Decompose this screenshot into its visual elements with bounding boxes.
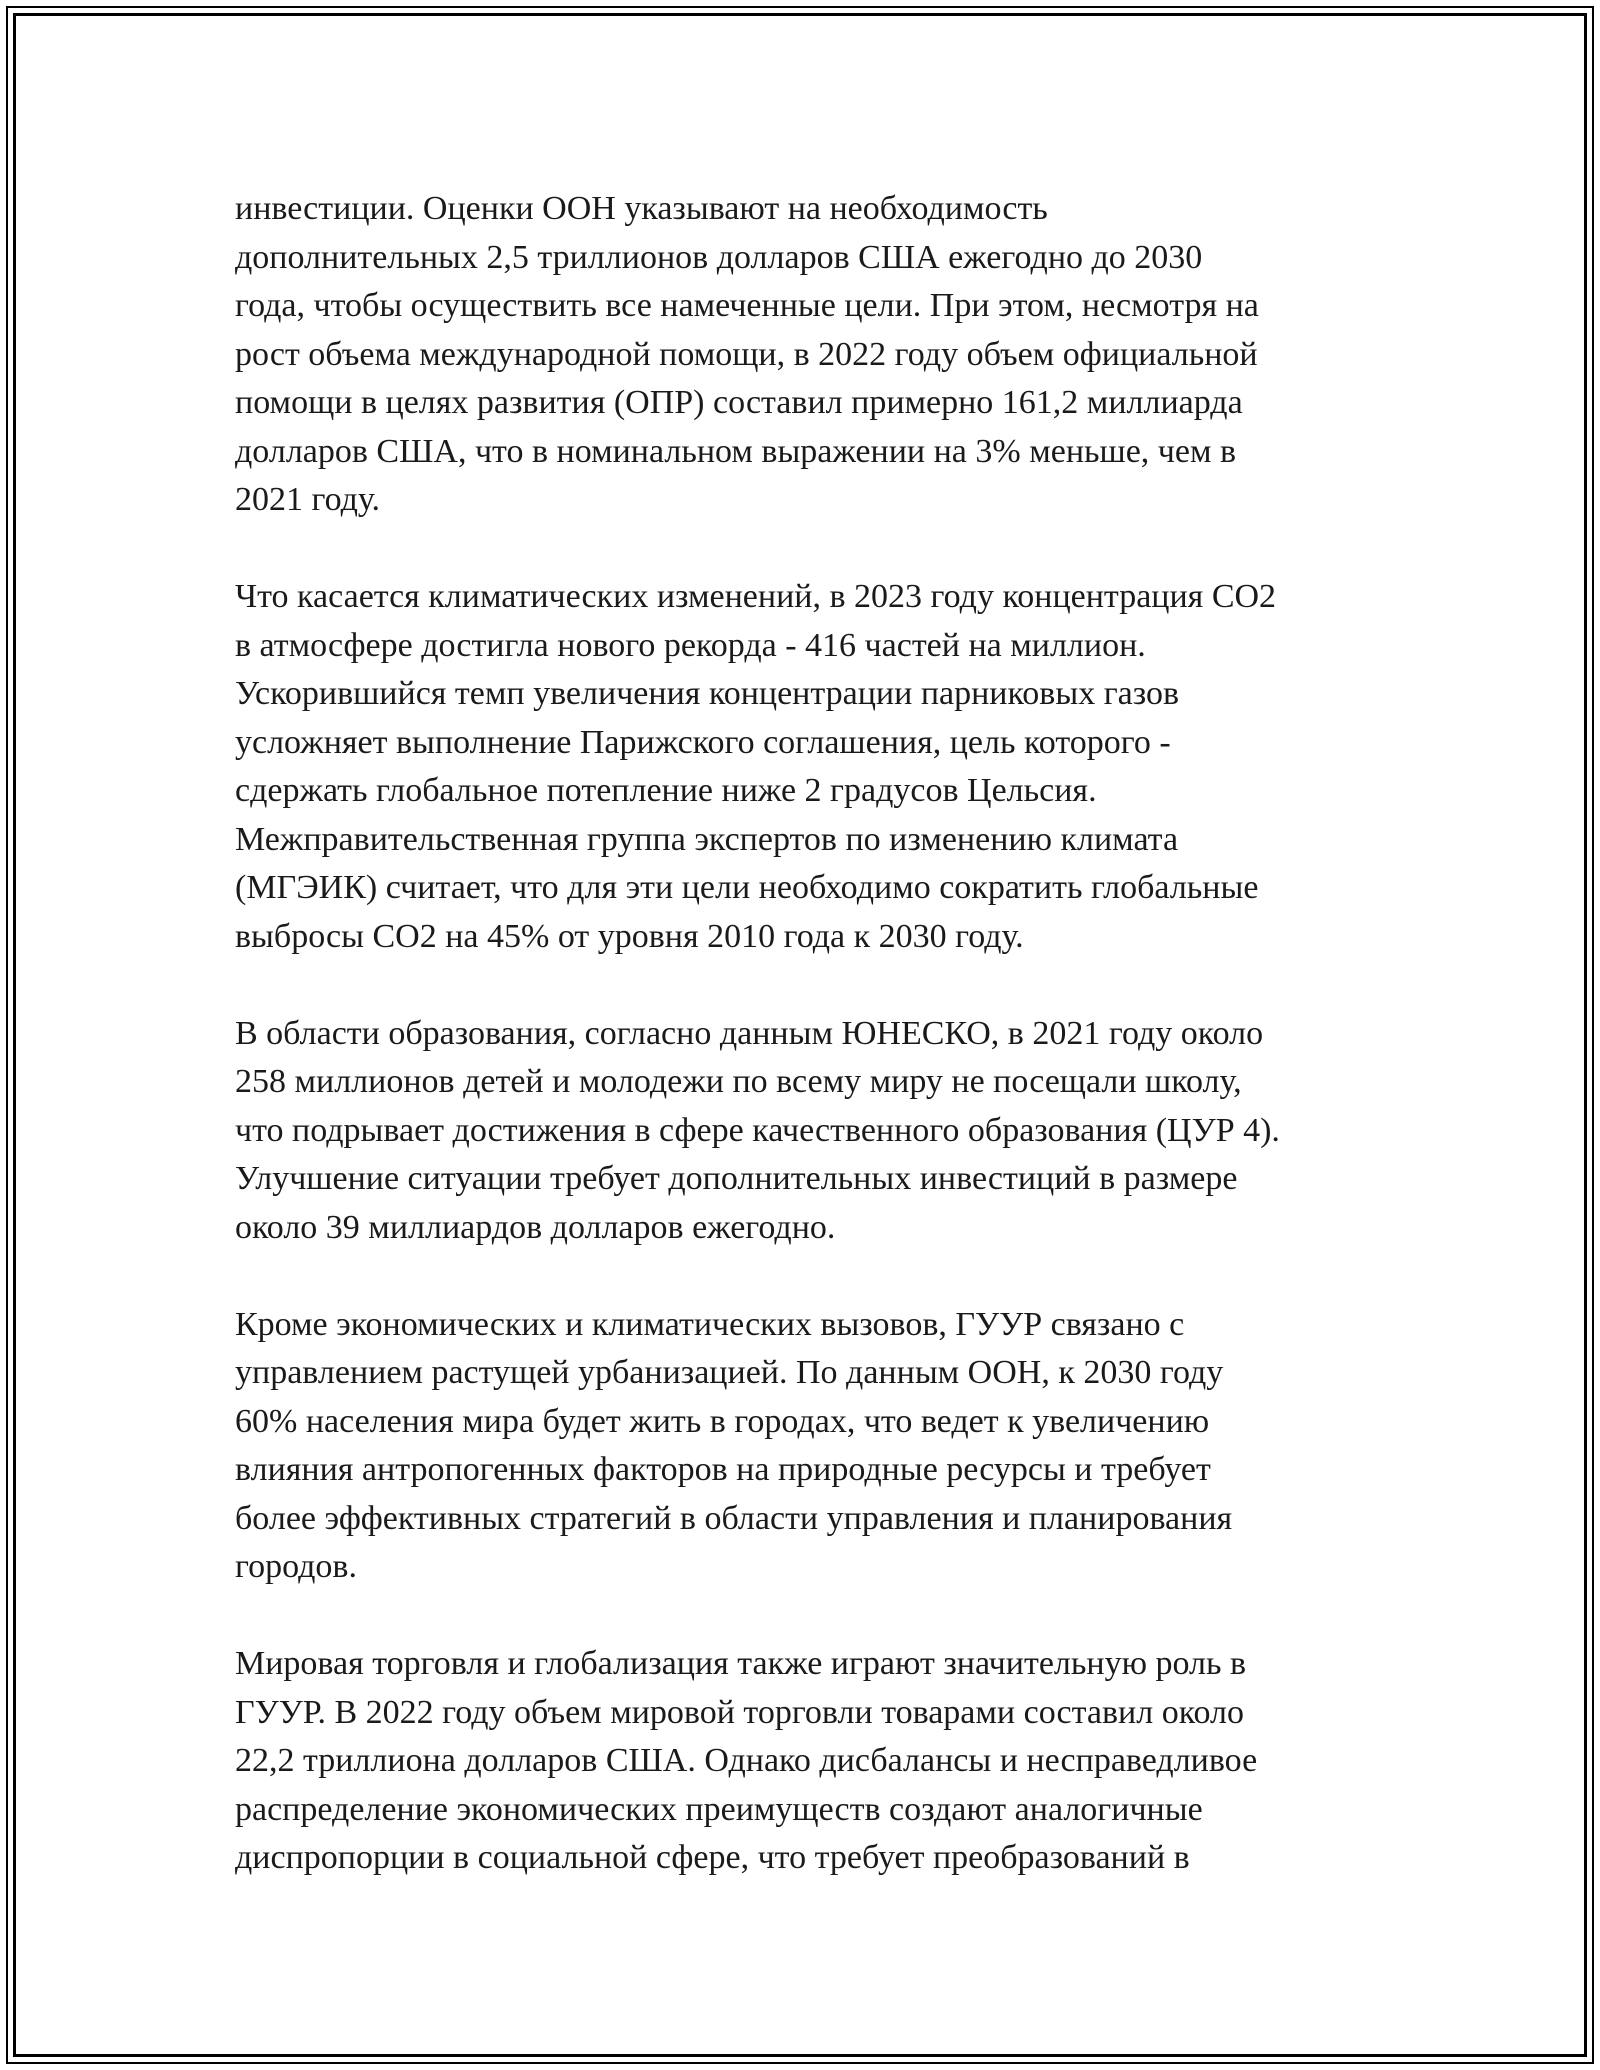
text-line: распределение экономических преимуществ создают аналогичные [235,1790,1203,1828]
text-line: Ускорившийся темп увеличения концентрации парниковых газов [235,675,1180,712]
text-line: дополнительных 2,5 триллионов долларов США ежегодно до 2030 [235,238,1203,276]
text-line: 2021 году. [235,481,381,518]
text-line: управлением растущей урбанизацией. По данным ООН, к 2030 году [235,1354,1224,1391]
text-line: Межправительственная группа экспертов по изменению климата [235,820,1179,858]
text-line: влияния антропогенных факторов на природные ресурсы и требует [235,1451,1211,1488]
text-line: выбросы CO2 на 45% от уровня 2010 года к 2030 году. [235,917,1024,955]
text-line: инвестиции. Оценки ООН указывают на необходимость [235,190,1048,227]
text-line: что подрывает достижения в сфере качественного образования (ЦУР 4). [235,1111,1280,1149]
text-line: усложняет выполнение Парижского соглашения, цель которого - [235,723,1171,761]
text-line: Улучшение ситуации требует дополнительных инвестиций в размере [235,1160,1238,1197]
text-line: 22,2 триллиона долларов США. Однако дисбалансы и несправедливое [235,1742,1258,1779]
text-line: диспропорции в социальной сфере, что требует преобразований в [235,1839,1190,1876]
text-line: Мировая торговля и глобализация также играют значительную роль в [235,1645,1247,1682]
text-line: 258 миллионов детей и молодежи по всему миру не посещали школу, [235,1063,1242,1100]
text-line: года, чтобы осуществить все намеченные цели. При этом, несмотря на [235,287,1259,324]
text-line: рост объема международной помощи, в 2022 году объем официальной [235,335,1258,373]
paragraph-urbanization [235,1301,1385,1592]
text-line: 60% населения мира будет жить в городах, что ведет к увеличению [235,1402,1210,1440]
text-line: В области образования, согласно данным ЮНЕСКО, в 2021 году около [235,1014,1264,1052]
paragraph-education [235,1010,1385,1253]
text-line: (МГЭИК) считает, что для эти цели необходимо сократить глобальные [235,869,1259,906]
paragraph-development-financing [235,185,1385,525]
text-line: помощи в целях развития (ОПР) составил примерно 161,2 миллиарда [235,384,1243,421]
text-line: ГУУР. В 2022 году объем мировой торговли товарами составил около [235,1693,1245,1731]
text-line: долларов США, что в номинальном выражении на 3% меньше, чем в [235,432,1237,470]
paragraph-climate-change [235,573,1385,961]
text-line: более эффективных стратегий в области управления и планирования [235,1499,1233,1537]
text-line: Что касается климатических изменений, в 2023 году концентрация CO2 [235,578,1277,615]
text-line: в атмосфере достигла нового рекорда - 416 частей на миллион. [235,626,1146,664]
paragraph-world-trade [235,1640,1385,1883]
text-line: городов. [235,1548,357,1585]
document-text-body [235,185,1385,1931]
text-line: около 39 миллиардов долларов ежегодно. [235,1208,836,1246]
text-line: Кроме экономических и климатических вызовов, ГУУР связано с [235,1305,1185,1343]
text-line: сдержать глобальное потепление ниже 2 градусов Цельсия. [235,772,1097,809]
